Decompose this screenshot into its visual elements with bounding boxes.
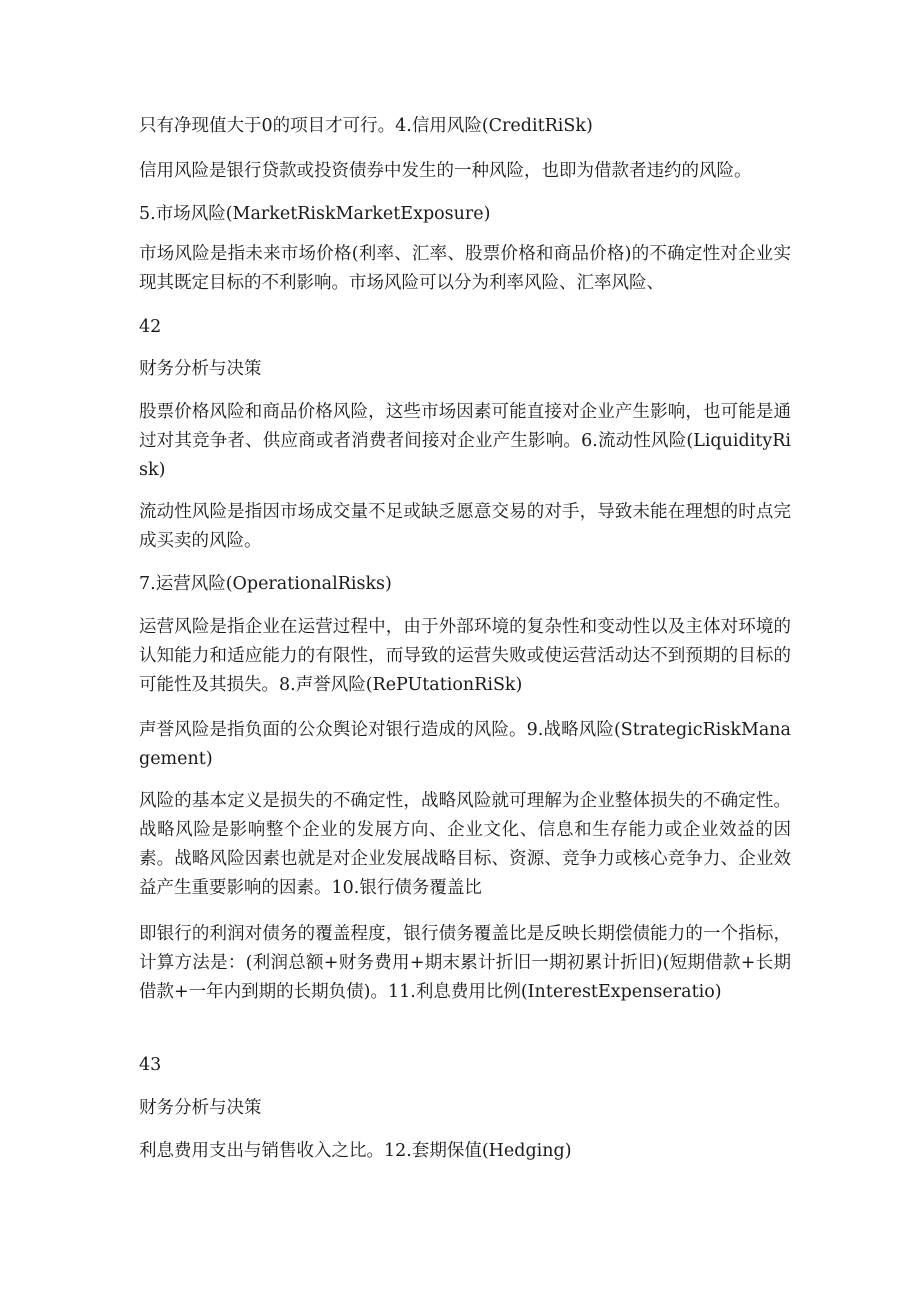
running-header: 财务分析与决策 [139,359,262,379]
paragraph-market-risk-def: 市场风险是指未来市场价格(利率、汇率、股票价格和商品价格)的不确定性对企业实现其既定目标的不利影响。市场风险可以分为利率风险、汇率风险、 [139,244,791,293]
page-number-43: 43 [139,1055,162,1075]
paragraph-debt-coverage-def: 即银行的利润对债务的覆盖程度，银行债务覆盖比是反映长期偿债能力的一个指标，计算方法是：(利润总额+财务费用+期末累计折旧一期初累计折旧)(短期借款+长期借款+一年内到期的长期负债)。11.利息费用比例(InterestExpenseratio) [139,924,791,1002]
paragraph-strategic-risk-def: 风险的基本定义是损失的不确定性，战略风险就可理解为企业整体损失的不确定性。战略风险是影响整个企业的发展方向、企业文化、信息和生存能力或企业效益的因素。战略风险因素也就是对企业发展战略目标、资源、竞争力或核心竞争力、企业效益产生重要影响的因素。10.银行债务覆盖比 [139,791,791,898]
running-header-2: 财务分析与决策 [139,1098,262,1118]
paragraph-npv-credit-risk: 只有净现值大于0的项目才可行。4.信用风险(CreditRiSk) [139,116,593,136]
paragraph-credit-risk-def: 信用风险是银行贷款或投资债券中发生的一种风险，也即为借款者违约的风险。 [139,161,752,181]
page-number-42: 42 [139,317,162,337]
paragraph-interest-expense-hedging: 利息费用支出与销售收入之比。12.套期保值(Hedging) [139,1141,572,1161]
paragraph-stock-commodity-risk: 股票价格风险和商品价格风险，这些市场因素可能直接对企业产生影响，也可能是通过对其竞争者、供应商或者消费者间接对企业产生影响。6.流动性风险(LiquidityRisk) [139,402,791,480]
heading-operational-risk: 7.运营风险(OperationalRisks) [139,574,392,594]
paragraph-liquidity-risk-def: 流动性风险是指因市场成交量不足或缺乏愿意交易的对手，导致未能在理想的时点完成买卖的风险。 [139,502,791,551]
paragraph-operational-risk-def: 运营风险是指企业在运营过程中，由于外部环境的复杂性和变动性以及主体对环境的认知能力和适应能力的有限性，而导致的运营失败或使运营活动达不到预期的目标的可能性及其损失。8.声誉风险(RePUtationRiSk) [139,617,791,695]
heading-market-risk: 5.市场风险(MarketRiskMarketExposure) [139,204,491,224]
paragraph-reputation-risk-def: 声誉风险是指负面的公众舆论对银行造成的风险。9.战略风险(StrategicRiskManagement) [139,720,791,769]
